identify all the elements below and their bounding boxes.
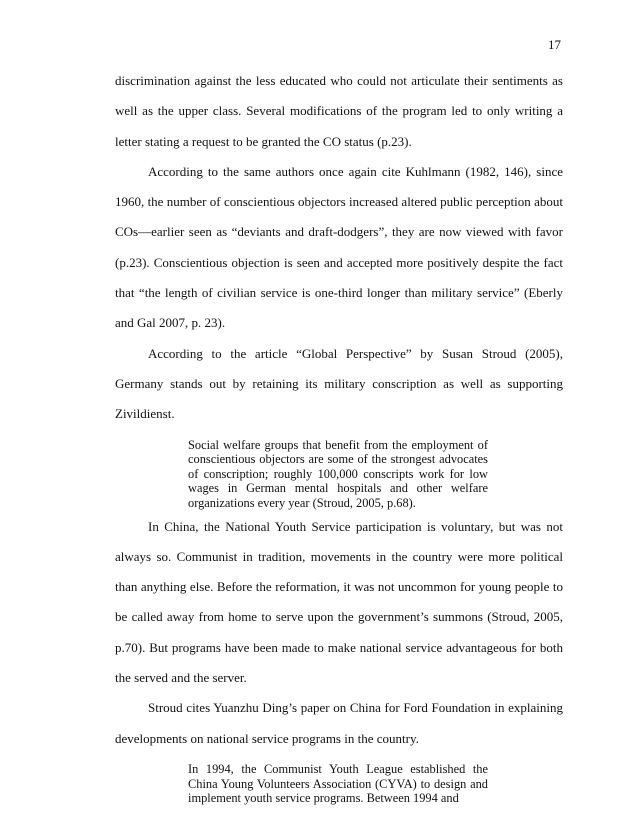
document-body — [115, 66, 563, 806]
paragraph-global-perspective: According to the article “Global Perspective” by Susan Stroud (2005), Germany stands out by retaining its military conscription as well as supporting Zivildienst. — [115, 345, 563, 422]
paragraph-stroud-cites: Stroud cites Yuanzhu Ding’s paper on China for Ford Foundation in explaining developments on national service programs in the country. — [115, 700, 563, 746]
paragraph-kuhlmann: According to the same authors once again cite Kuhlmann (1982, 146), since 1960, the number of conscientious objectors increased altered public perception about COs—earlier seen as “deviants and draft-dodgers”, they are now viewed with favor (p.23). Conscientious objection is seen and accepted more positively despite the fact that “the length of civilian service is one-third longer than military service” (Eberly and Gal 2007, p. 23). — [115, 163, 563, 331]
paragraph-china: In China, the National Youth Service participation is voluntary, but was not always so. Communist in tradition, movements in the country were more political than anything else. Before the reformation, it was not uncommon for young people to be called away from home to serve upon the government’s summons (Stroud, 2005, p.70). But programs have been made to make national service advantageous for both the served and the server. — [115, 518, 563, 686]
block-quote-germany: Social welfare groups that benefit from the employment of conscientious objectors are some of the strongest advocates of conscription; roughly 100,000 conscripts work for low wages in German mental hospitals and other welfare organizations every year (Stroud, 2005, p.68). — [188, 437, 488, 510]
paragraph-continuation: discrimination against the less educated who could not articulate their sentiments as well as the upper class. Several modifications of the program led to only writing a letter stating a request to be granted the CO status (p.23). — [115, 73, 563, 149]
page-number: 17 — [548, 37, 561, 52]
block-quote-china: In 1994, the Communist Youth League established the China Young Volunteers Association (CYVA) to design and implement youth service programs. Between 1994 and — [188, 761, 488, 806]
